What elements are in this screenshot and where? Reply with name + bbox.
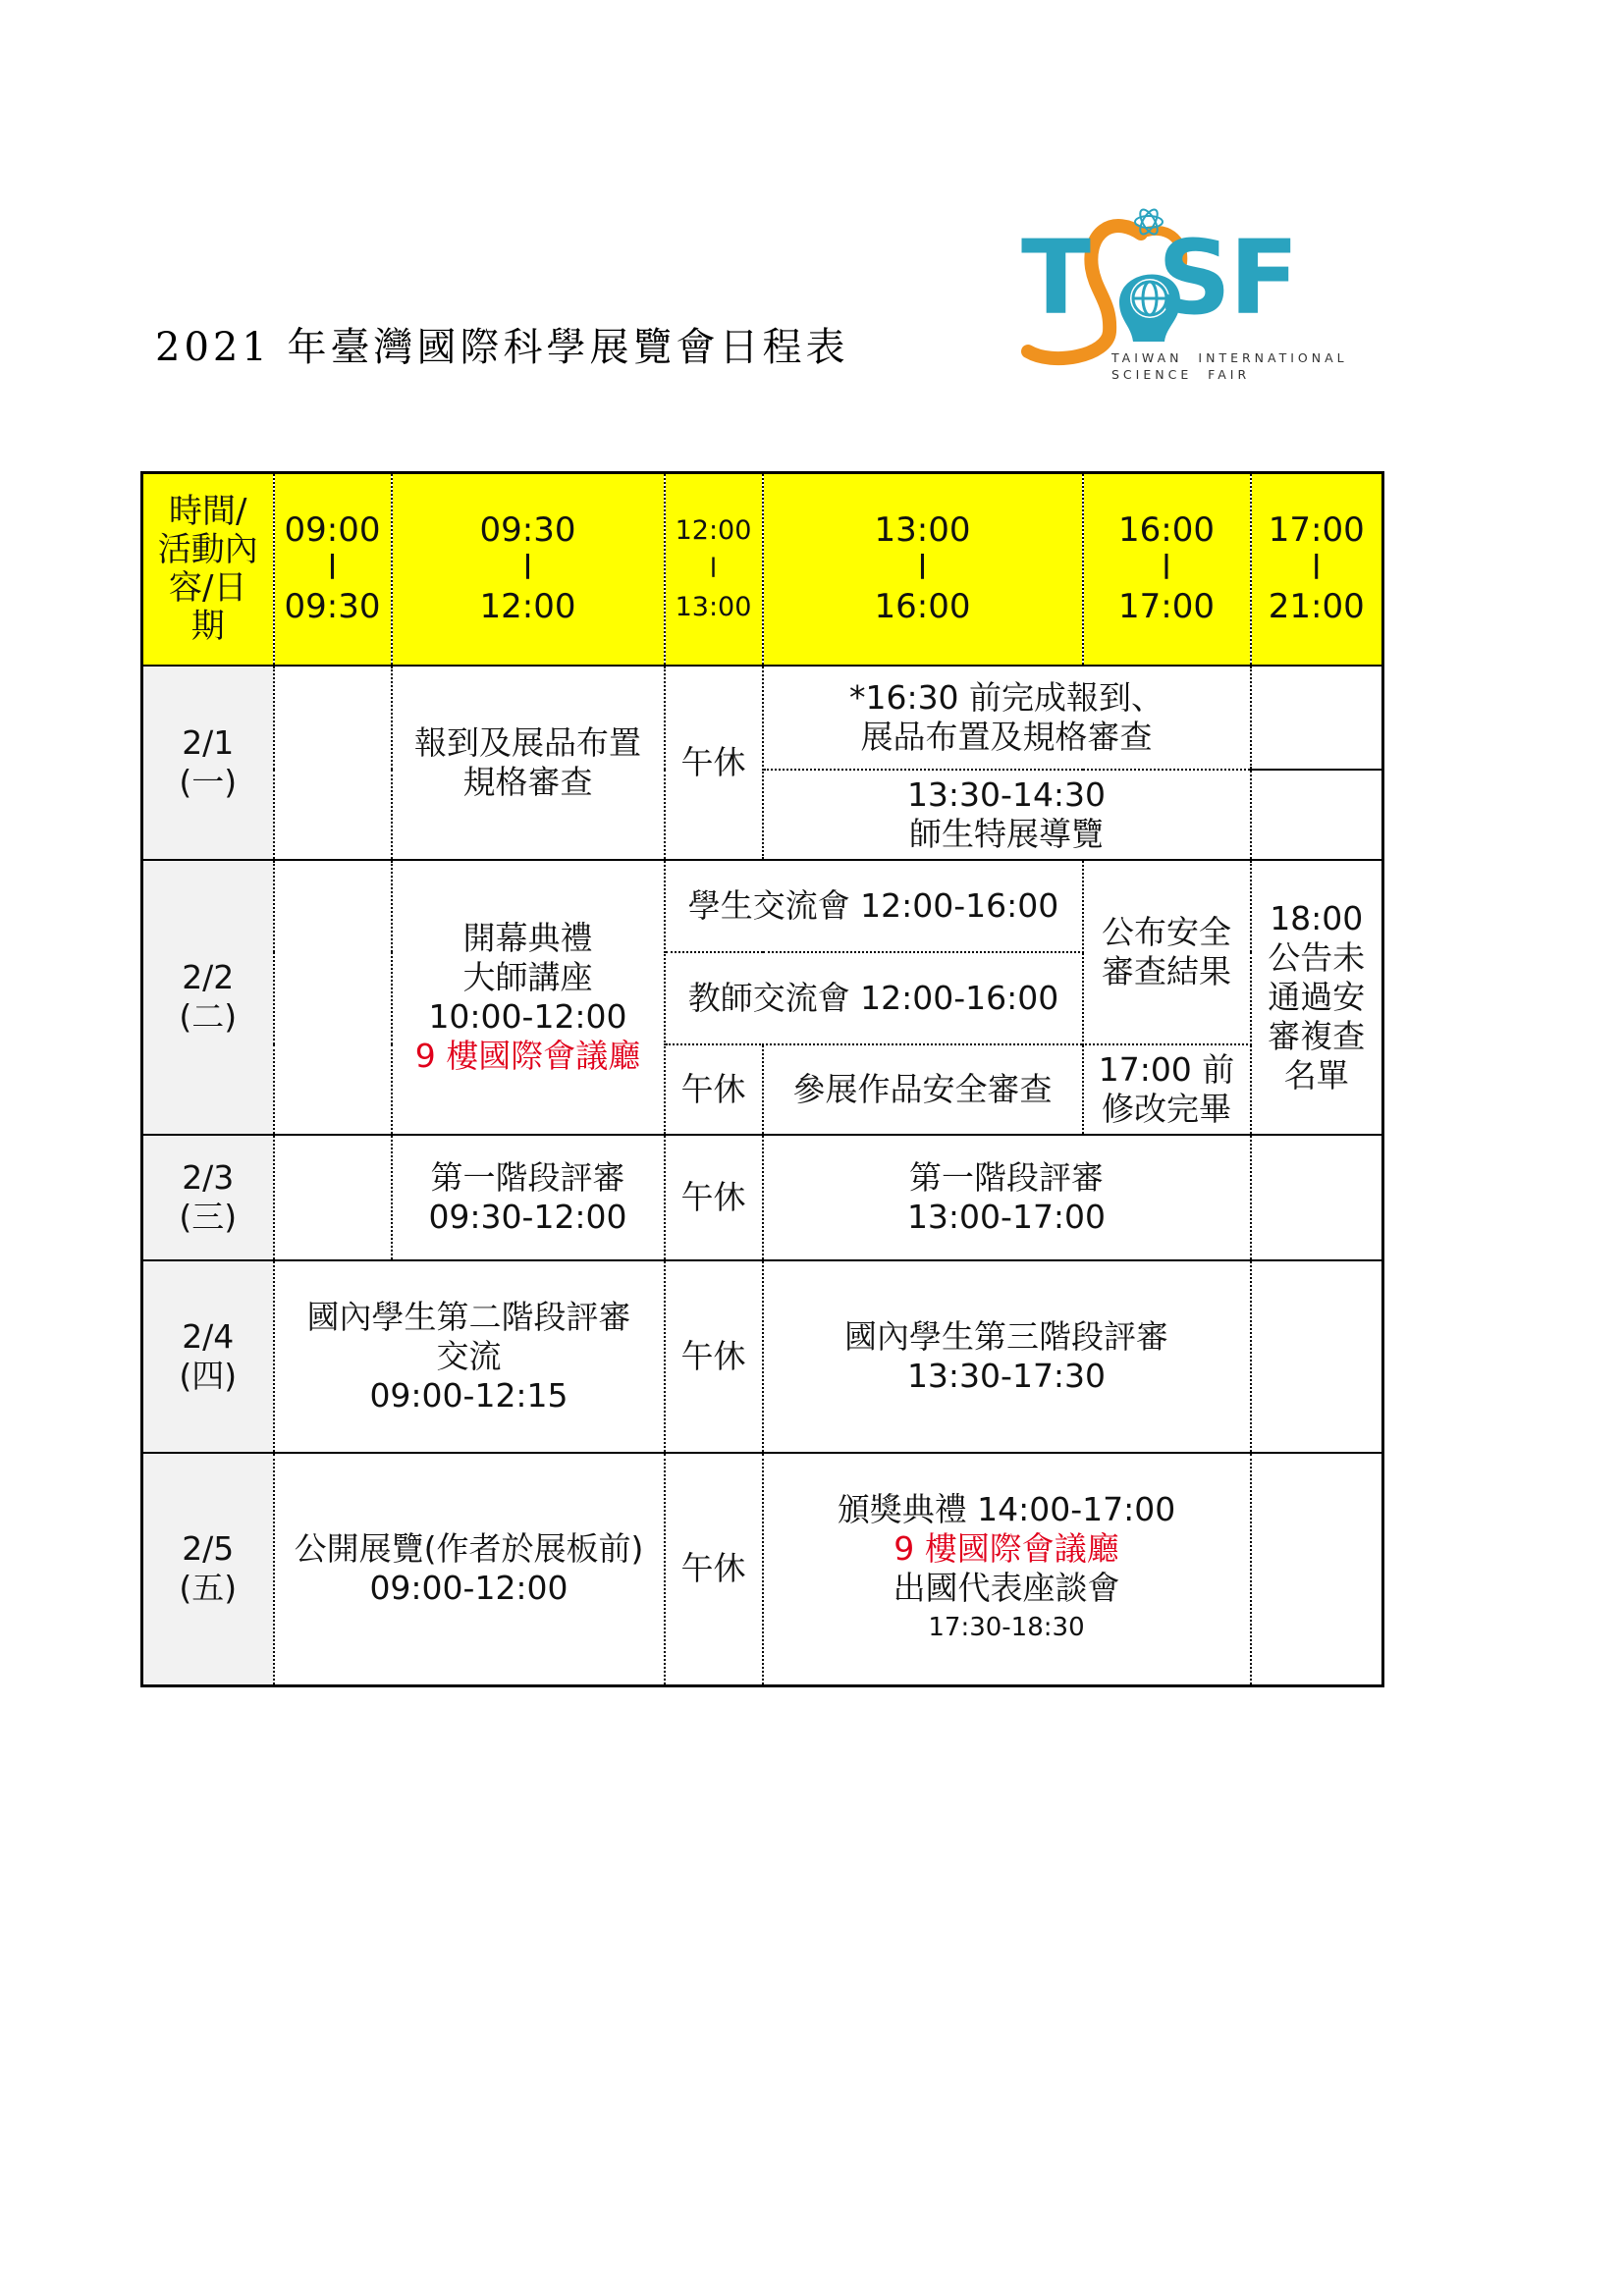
empty-cell — [274, 860, 392, 1135]
empty-cell — [274, 666, 392, 860]
fix-deadline-cell: 17:00 前 修改完畢 — [1083, 1044, 1251, 1135]
date-cell-0201: 2/1 (一) — [142, 666, 274, 860]
judging-1-afternoon-cell: 第一階段評審 13:00-17:00 — [763, 1135, 1251, 1260]
header-corner: 時間/ 活動內 容/日 期 — [142, 473, 274, 666]
empty-cell — [1251, 666, 1383, 770]
header-slot-0900: 09:00 l 09:30 — [274, 473, 392, 666]
teacher-exchange-cell: 教師交流會 12:00-16:00 — [665, 952, 1083, 1044]
day-row-0205 — [142, 1453, 1383, 1686]
public-exhibit-cell: 公開展覽(作者於展板前) 09:00-12:00 — [274, 1453, 665, 1686]
date-cell-0205: 2/5 (五) — [142, 1453, 274, 1686]
safety-result-cell: 公布安全 審查結果 — [1083, 860, 1251, 1044]
header-slot-1200: 12:00 l 13:00 — [665, 473, 763, 666]
tour-cell-0201: 13:30-14:30 師生特展導覽 — [763, 770, 1251, 860]
judging-2-cell: 國內學生第二階段評審 交流 09:00-12:15 — [274, 1260, 665, 1453]
student-exchange-cell: 學生交流會 12:00-16:00 — [665, 860, 1083, 952]
judging-1-morning-cell: 第一階段評審 09:30-12:00 — [392, 1135, 665, 1260]
safety-review-cell: 參展作品安全審查 — [763, 1044, 1083, 1135]
register-cell: 報到及展品布置 規格審查 — [392, 666, 665, 860]
header-slot-0930: 09:30 l 12:00 — [392, 473, 665, 666]
logo-letters: T SF — [1021, 218, 1297, 338]
date-cell-0202: 2/2 (二) — [142, 860, 274, 1135]
award-venue: 9 樓國際會議廳 — [893, 1529, 1119, 1569]
award-cell: 頒獎典禮 14:00-17:00 9 樓國際會議廳 出國代表座談會 17:30-18:30 — [763, 1453, 1251, 1686]
day-row-0203 — [142, 1135, 1383, 1260]
note-cell-0201: *16:30 前完成報到、 展品布置及規格審查 — [763, 666, 1251, 770]
header-slot-1300: 13:00 l 16:00 — [763, 473, 1083, 666]
opening-cell: 開幕典禮 大師講座 10:00-12:00 9 樓國際會議廳 — [392, 860, 665, 1135]
logo-subtitle: TAIWAN INTERNATIONAL SCIENCE FAIR — [1111, 350, 1348, 382]
empty-cell — [1251, 1453, 1383, 1686]
lunch-cell-0201: 午休 — [665, 666, 763, 860]
header-slot-1700: 17:00 l 21:00 — [1251, 473, 1383, 666]
date-cell-0203: 2/3 (三) — [142, 1135, 274, 1260]
lunch-cell-0203: 午休 — [665, 1135, 763, 1260]
tisf-logo — [994, 194, 1347, 389]
header-row — [142, 473, 1383, 666]
empty-cell — [1251, 770, 1383, 860]
header-slot-1600: 16:00 l 17:00 — [1083, 473, 1251, 666]
empty-cell — [1251, 1260, 1383, 1453]
lunch-cell-0202: 午休 — [665, 1044, 763, 1135]
lunch-cell-0205: 午休 — [665, 1453, 763, 1686]
day-row-0201-a — [142, 666, 1383, 770]
day-row-0202-a — [142, 860, 1383, 952]
day-row-0204 — [142, 1260, 1383, 1453]
empty-cell — [274, 1135, 392, 1260]
page-title: 2021 年臺灣國際科學展覽會日程表 — [155, 325, 849, 370]
lunch-cell-0204: 午休 — [665, 1260, 763, 1453]
date-cell-0204: 2/4 (四) — [142, 1260, 274, 1453]
schedule-table — [140, 471, 1384, 1687]
empty-cell — [1251, 1135, 1383, 1260]
failed-list-cell: 18:00 公告未 通過安 審複查 名單 — [1251, 860, 1383, 1135]
judging-3-cell: 國內學生第三階段評審 13:30-17:30 — [763, 1260, 1251, 1453]
opening-venue: 9 樓國際會議廳 — [414, 1036, 641, 1075]
